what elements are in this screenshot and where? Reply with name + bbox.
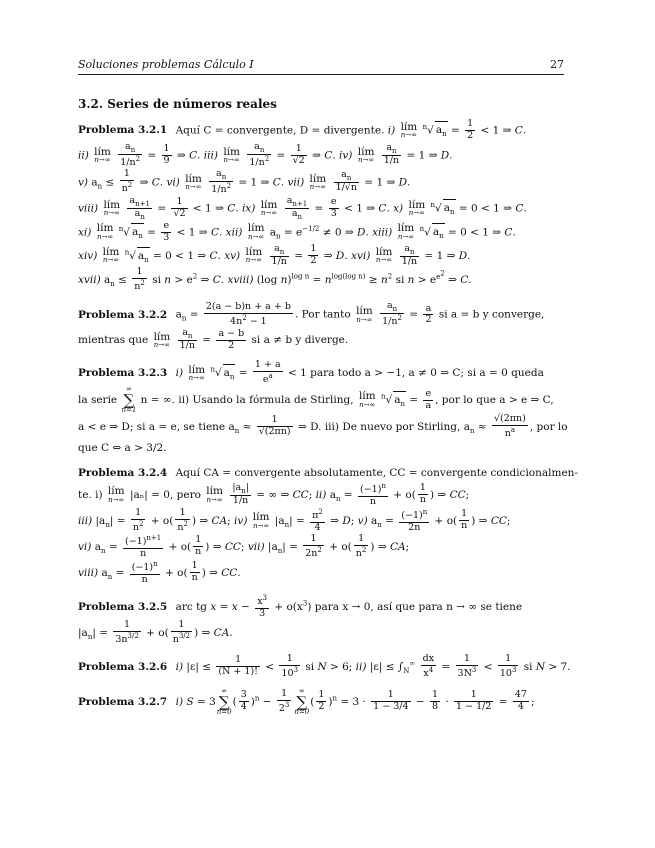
problem-3-2-5-line-1: Problema 3.2.5 arc tg x = x − $\frac{x^3}{3}$ + $o(x^3)$ para x → 0, así que para n → ∞ se tiene [78,593,523,619]
problem-3-2-7-line-1: Problema 3.2.7 i) S = 3 ∞ ∑ n=0 ( $\frac{3}{4}$ )$^n$ − $\frac{1}{2^3}$ ∞ ∑ n=0 ( $\frac{1}{2}$ )$^n$ = 3 · $\frac{1}{1 - 3/4}$ − $\frac{1}{8}$ · $\frac{1}{1 - 1/2}$ = $\frac{47}{4}$ ; [78,686,535,716]
problem-3-2-2-line-2: mientras que lím n→∞ $\frac{a_n}{1/n}$ = $\frac{a - b}{2}$ si a ≠ b y diverge. [78,327,349,352]
problem-3-2-4-line-4: vi) $a_n$ = $\frac{(-1)^{n+1}}{n}$ + o( $\frac{1}{n}$ ) ⇒ CC; vii) $|a_n|$ = $\frac{1}{2n^2}$ + o( $\frac{1}{n^2}$ ) ⇒ CA; [78,532,410,559]
problem-label: Problema 3.2.7 [78,695,168,708]
problem-3-2-3-line-2: la serie ∞ ∑ n=1 n = ∞. ii) Usando la fórmula de Stirling, lím n→∞ $^n$√ $a_n$ = $\frac{e}{a}$ , por lo que a > e ⇒ C, [78,385,554,415]
problem-3-2-2-line-1: Problema 3.2.2 $a_n$ = $\frac{2(a - b)n + a + b}{4n^2 - 1}$ . Por tanto lím n→∞ $\frac{a_n}{1/n^2}$ = $\frac{a}{2}$ si a = b y converge, [78,300,545,328]
problem-label: Problema 3.2.3 [78,367,168,380]
section-title: 3.2. Series de números reales [78,97,277,111]
problem-3-2-3-line-4: que C ⇔ a > 3/2. [78,441,167,454]
problem-3-2-3-line-3: a < e ⇒ D; si a = e, se tiene $a_n$ ≈ $\frac{1}{√(2\pi n)}$ ⇒ D. iii) De nuevo por Stirling, $a_n$ ≈ $\frac{√(2\pi n)}{n^a}$ , por lo [78,412,568,439]
problem-3-2-1-line-1: Problema 3.2.1 Aquí C = convergente, D = divergente. i) lím n→∞ $^n$√ $a_n$ = $\frac{1}{2}$ < 1 ⇒ C. [78,118,527,141]
problem-3-2-1-line-4: viii) lím n→∞ $\frac{a_{n+1}}{a_n}$ = $\frac{1}{√2}$ < 1 ⇒ C. ix) lím n→∞ $\frac{a_{n+1}}{a_n}$ = $\frac{e}{3}$ < 1 ⇒ C. x) lím n→∞ $^n$√ $a_n = 0 < 1$ ⇒ C. [78,194,527,221]
problem-label: Problema 3.2.2 [78,308,168,321]
problem-3-2-4-line-3: iii) $|a_n|$ = $\frac{1}{n^2}$ + o( $\frac{1}{n^2}$ ) ⇒ CA; iv) lím n→∞ $|a_n|$ = $\frac{\pi^2}{4}$ ⇒ D; v) $a_n$ = $\frac{(-1)^n}{2n}$ + o( $\frac{1}{n}$ ) ⇒ CC; [78,506,511,533]
problem-label: Problema 3.2.5 [78,600,168,613]
problem-3-2-4-line-1: Problema 3.2.4 Aquí CA = convergente absolutamente, CC = convergente condicionalmen- [78,466,578,479]
problem-label: Problema 3.2.4 [78,466,168,479]
problem-3-2-4-line-2: te. i) lím n→∞ |aₙ| = 0, pero lím n→∞ $\frac{|a_n|}{1/n}$ = ∞ ⇒ CC; ii) $a_n$ = $\frac{(-1)^n}{n}$ + o( $\frac{1}{n}$ ) ⇒ CC; [78,481,470,507]
problem-3-2-3-line-1: Problema 3.2.3 i) lím n→∞ $^n$√ $a_n$ = $\frac{1 + a}{e^a}$ < 1 para todo a > −1, a ≠ 0 ⇒ C; si a = 0 queda [78,359,544,386]
header-title: Soluciones problemas Cálculo I [78,58,254,71]
problem-label: Problema 3.2.6 [78,660,168,673]
problem-3-2-1-line-3: v) $a_n$ ≤ $\frac{1}{n^2}$ ⇒ C. vi) lím n→∞ $\frac{a_n}{1/n^2}$ = 1 ⇒ C. vii) lím n→∞ $\frac{a_n}{1/√n}$ = 1 ⇒ D. [78,167,411,195]
problem-3-2-1-line-2: ii) lím n→∞ $\frac{a_n}{1/n^2}$ = $\frac{1}{9}$ ⇒ C. iii) lím n→∞ $\frac{a_n}{1/n^2}$ = $\frac{1}{√2}$ ⇒ C. iv) lím n→∞ $\frac{a_n}{1/n}$ = 1 ⇒ D. [78,140,453,168]
problem-label: Problema 3.2.1 [78,124,168,137]
problem-3-2-6-line-1: Problema 3.2.6 i) |ε| ≤ $\frac{1}{(N + 1)!}$ < $\frac{1}{10^3}$ si N > 6; ii) $|\varepsilon| \le \int_N^\infty$ $\frac{dx}{x^4}$ = $\frac{1}{3N^3}$ < $\frac{1}{10^3}$ si N > 7. [78,652,571,679]
document-page [78,58,578,716]
running-header [78,58,564,75]
problems-body [78,118,578,716]
page-number: 27 [550,58,564,71]
problem-3-2-1-line-5: xi) lím n→∞ $^n$√ $a_n$ = $\frac{e}{3}$ < 1 ⇒ C. xii) lím n→∞ $a_n = e^{-1/2} \ne 0$ ⇒ D. xiii) lím n→∞ $^n$√ $a_n = 0 < 1$ ⇒ C. [78,219,516,243]
problem-text: Aquí C = convergente, D = divergente. [175,124,385,137]
problem-3-2-5-line-2: $|a_n|$ = $\frac{1}{3n^{3/2}}$ + o( $\frac{1}{n^{3/2}}$ ) ⇒ CA. [78,618,233,645]
problem-3-2-1-line-6: xiv) lím n→∞ $^n$√ $a_n = 0 < 1$ ⇒ C. xv) lím n→∞ $\frac{a_n}{1/n}$ = $\frac{1}{2}$ ⇒ D. xvi) lím n→∞ $\frac{a_n}{1/n}$ = 1 ⇒ D. [78,242,471,267]
problem-3-2-4-line-5: viii) $a_n$ = $\frac{(-1)^n}{n}$ + o( $\frac{1}{n}$ ) ⇒ CC. [78,559,241,585]
problem-3-2-1-line-7: xvii) $a_n$ ≤ $\frac{1}{n^2}$ si $n > e^2$ ⇒ C. xviii) (log $n)^{log n} = n^{log(log n)} \ge n^2$ si $n > e^{e^2}$ ⇒ C. [78,266,472,293]
